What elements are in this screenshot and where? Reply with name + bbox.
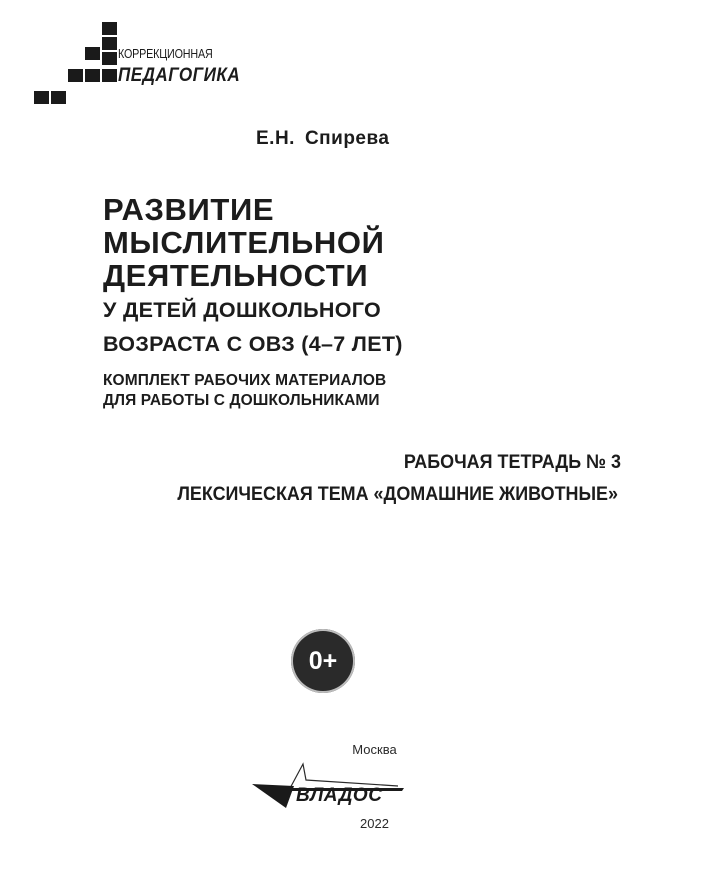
author-name: [256, 128, 390, 150]
logo-square: [85, 47, 100, 60]
kit-description-line-2: ДЛЯ РАБОТЫ С ДОШКОЛЬНИКАМИ: [103, 392, 380, 409]
kit-description-line-1: КОМПЛЕКТ РАБОЧИХ МАТЕРИАЛОВ: [103, 372, 387, 389]
workbook-number: РАБОЧАЯ ТЕТРАДЬ № 3: [403, 451, 621, 473]
logo-square: [102, 37, 117, 50]
series-name-line2: ПЕДАГОГИКА: [118, 65, 241, 86]
title-line-1: РАЗВИТИЕ: [103, 192, 275, 227]
author-initials: Е.Н.: [256, 128, 295, 149]
title-line-3: ДЕЯТЕЛЬНОСТИ: [103, 258, 369, 293]
logo-square: [68, 69, 83, 82]
publisher-logo-wing: [252, 784, 294, 808]
subtitle-line-1: У ДЕТЕЙ ДОШКОЛЬНОГО: [103, 298, 381, 322]
publication-year: 2022: [360, 816, 389, 831]
age-rating-badge: 0+: [291, 629, 355, 693]
logo-square: [102, 22, 117, 35]
lexical-theme: ЛЕКСИЧЕСКАЯ ТЕМА «ДОМАШНИЕ ЖИВОТНЫЕ»: [177, 483, 618, 505]
title-line-2: МЫСЛИТЕЛЬНОЙ: [103, 225, 385, 260]
logo-square: [34, 91, 49, 104]
publisher-name: ВЛАДОС: [296, 785, 383, 806]
subtitle-line-2: ВОЗРАСТА С ОВЗ (4–7 ЛЕТ): [103, 332, 403, 356]
imprint-city: Москва: [352, 742, 397, 757]
logo-square: [85, 69, 100, 82]
author-surname: Спирева: [304, 128, 390, 149]
logo-square: [102, 69, 117, 82]
logo-square: [51, 91, 66, 104]
logo-square: [102, 52, 117, 65]
series-name-line1: КОРРЕКЦИОННАЯ: [118, 47, 213, 61]
